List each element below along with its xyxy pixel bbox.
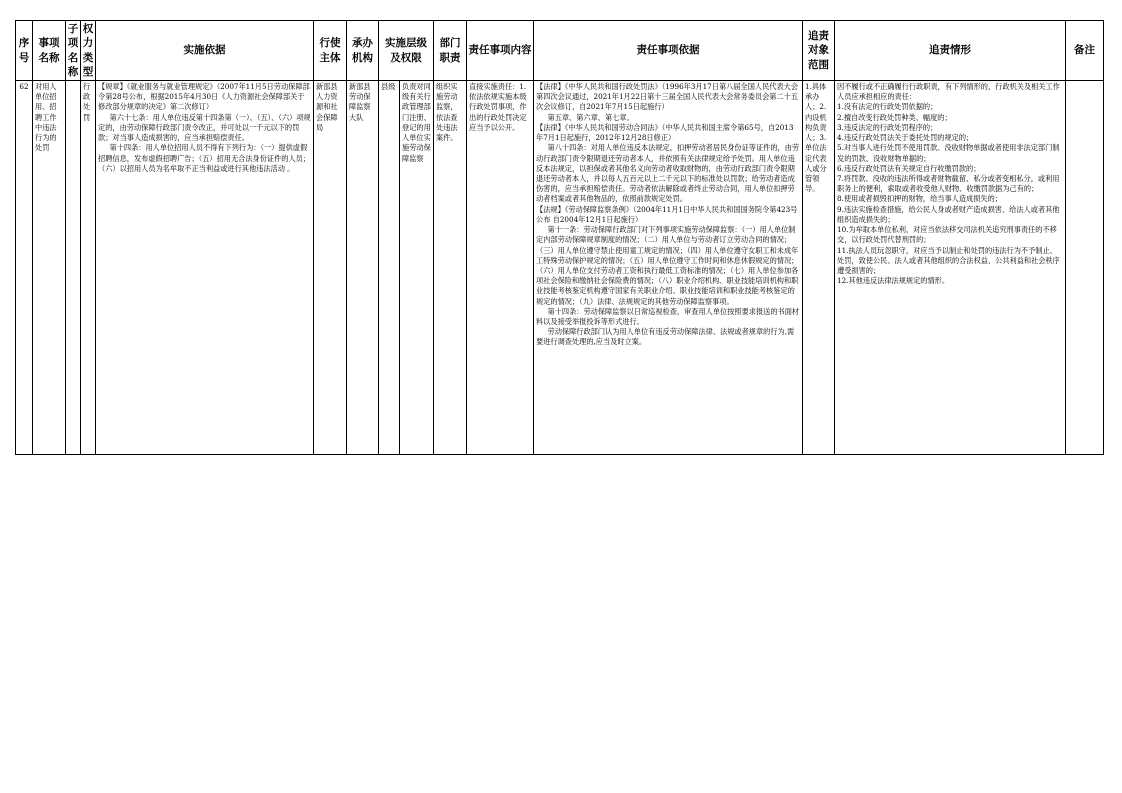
header-resp-basis: 责任事项依据: [534, 21, 803, 81]
resp-basis-paragraph: 劳动保障行政部门认为用人单位有违反劳动保障法律、法规或者规章的行为,需要进行调查处理的,应当及时立案。: [536, 327, 795, 347]
header-accountability-scope: 追责对象范围: [803, 21, 835, 81]
cell-sub-item-name: [66, 81, 81, 455]
resp-basis-paragraph: 第八十四条：对用人单位违反本法规定，扣押劳动者居民身份证等证件的，由劳动行政部门责令限期退还劳动者本人，并依照有关法律规定给予处罚。用人单位违反本法规定，以担保或者其他名义向劳动者收取财物的，由劳动行政部门责令限期退还劳动者本人，并以每人五百元以上二千元以下的标准处以罚款；给劳动者造成伤害的，应当承担赔偿责任。劳动者依法解除或者终止劳动合同，用人单位扣押劳动者档案或者其他物品的，依照前款规定处罚。: [536, 143, 800, 204]
header-level: 实施层级及权限: [379, 21, 434, 81]
cell-no: 62: [16, 81, 33, 455]
header-resp-content: 责任事项内容: [467, 21, 534, 81]
resp-basis-paragraph: 第十四条：劳动保障监察以日常巡视检查、审查用人单位按照要求报送的书面材料以及接受举报投诉等形式进行。: [536, 306, 800, 327]
basis-paragraph: 【规章】《就业服务与就业管理规定》（2007年11月5日劳动保障部令第28号公布，根据2015年4月30日《人力资源社会保障部关于修改部分规章的决定》第二次修订）: [98, 82, 310, 112]
table-row: [16, 81, 1104, 455]
cell-dept-duty: 组织实施劳动监察，依法查处违法案件。: [434, 81, 467, 455]
header-subject: 行使主体: [314, 21, 347, 81]
resp-basis-paragraph: 【法规】《劳动保障监察条例》（2004年11月1日中华人民共和国国务院令第423号公布 自2004年12月1日起施行）: [536, 204, 798, 224]
basis-paragraph: 第十四条：用人单位招用人员不得有下列行为：（一）提供虚假招聘信息，发布虚假招聘广告；（五）招用无合法身份证件的人员；（六）以招用人员为名牟取不正当利益或进行其他违法活动 。: [98, 143, 311, 173]
cell-subject: 新邵县人力资源和社会保障局: [314, 81, 347, 455]
cell-resp-content: 直接实施责任：1.依法依规实施本级行政处罚事项，作出的行政处罚决定应当予以公开。: [467, 81, 534, 455]
header-sub-item-name: 子项名称: [66, 21, 81, 81]
cell-level-authority: 负责对同级有关行政管理部门注册、登记的用人单位实施劳动保障监察: [400, 81, 434, 455]
resp-basis-paragraph: 第五章、第六章、第七章。: [547, 112, 634, 122]
case-line: 1.没有法定的行政处罚依据的；: [837, 102, 938, 112]
header-dept-duty: 部门职责: [434, 21, 467, 81]
cell-item-name: 对用人单位招用、招聘工作中违法行为的处罚: [33, 81, 66, 455]
cell-level: 县级: [379, 81, 400, 455]
case-line: 10.为牟取本单位私利，对应当依法移交司法机关追究刑事责任的不移交，以行政处罚代替刑罚的；: [837, 225, 1057, 245]
resp-basis-paragraph: 【法律】《中华人民共和国劳动合同法》（中华人民共和国主席令第65号，自2013年7月1日起施行，2012年12月28日修正）: [536, 122, 794, 143]
case-line: 8.使用或者损毁扣押的财物，给当事人造成损失的；: [837, 194, 1002, 204]
case-line: 4.违反行政处罚法关于委托处罚的规定的；: [837, 133, 974, 143]
cell-remarks: [1066, 81, 1104, 455]
header-remarks: 备注: [1066, 21, 1104, 81]
header-agency: 承办机构: [347, 21, 379, 81]
case-line: 6.违反行政处罚法有关规定自行收缴罚款的；: [837, 163, 981, 173]
case-line: 3.违反法定的行政处罚程序的；: [837, 122, 938, 132]
case-line: 9.违法实施检查措施，给公民人身或者财产造成损害、给法人或者其他组织造成损失的；: [837, 204, 1060, 224]
case-line: 12.其他违反法律法规规定的情形。: [837, 276, 950, 286]
header-power-type: 权力类型: [81, 21, 96, 81]
cell-power-type: 行政处罚: [81, 81, 96, 455]
cell-accountability-scope: 1.具体承办人；2.内设机构负责人；3.单位法定代表人或分管领导。: [803, 81, 835, 455]
resp-basis-paragraph: 【法律】《中华人民共和国行政处罚法》（1996年3月17日第八届全国人民代表大会第四次会议通过，2021年1月22日第十三届全国人民代表大会常务委员会第二十五次会议修订，自2021年7月15日起施行）: [536, 82, 799, 112]
resp-basis-paragraph: 第十一条：劳动保障行政部门对下列事项实施劳动保障监察：（一）用人单位制定内部劳动保障规章制度的情况；（二）用人单位与劳动者订立劳动合同的情况；（三）用人单位遵守禁止使用童工规定的情况；（四）用人单位遵守女职工和未成年工特殊劳动保护规定的情况；（五）用人单位遵守工作时间和休息休假规定的情况；（六）用人单位支付劳动者工资和执行最低工资标准的情况；（七）用人单位参加各项社会保险和缴纳社会保险费的情况；（八）职业介绍机构、职业技能培训机构和职业技能考核鉴定机构遵守国家有关职业介绍、职业技能培训和职业技能考核鉴定的规定的情况；（九）法律、法规规定的其他劳动保障监察事项。: [536, 225, 799, 306]
header-no: 序号: [16, 21, 33, 81]
case-line: 因不履行或不正确履行行政职责，有下列情形的，行政机关及相关工作人员应承担相应的责任：: [837, 82, 1060, 102]
case-line: 2.擅自改变行政处罚种类、幅度的；: [837, 112, 952, 122]
basis-paragraph: 第六十七条：用人单位违反第十四条第（一）、（五）、（六）项规定的，由劳动保障行政部门责令改正，并可处以一千元以下的罚款；对当事人造成损害的，应当承担赔偿责任。: [98, 112, 311, 143]
cell-resp-basis: [534, 81, 803, 455]
cell-agency: 新邵县劳动保障监察大队: [347, 81, 379, 455]
accountability-list-table: [15, 20, 1104, 455]
cell-accountability-cases: [835, 81, 1066, 455]
case-line: 7.将罚款、没收的违法所得或者财物截留、私分或者变相私分，或利用职务上的便利，索取或者收受他人财物、收缴罚款据为己有的；: [837, 173, 1060, 194]
header-accountability-cases: 追责情形: [835, 21, 1066, 81]
header-row: [16, 21, 1104, 81]
header-basis: 实施依据: [96, 21, 314, 81]
header-item-name: 事项名称: [33, 21, 66, 81]
case-line: 5.对当事人进行处罚不使用罚款、没收财物单据或者使用非法定部门制发的罚款、没收财物单据的；: [837, 143, 1060, 163]
case-line: 11.执法人员玩忽职守，对应当予以制止和处罚的违法行为不予制止、处罚，致使公民、法人或者其他组织的合法权益、公共利益和社会秩序遭受损害的；: [837, 245, 1060, 275]
cell-basis: [96, 81, 314, 455]
